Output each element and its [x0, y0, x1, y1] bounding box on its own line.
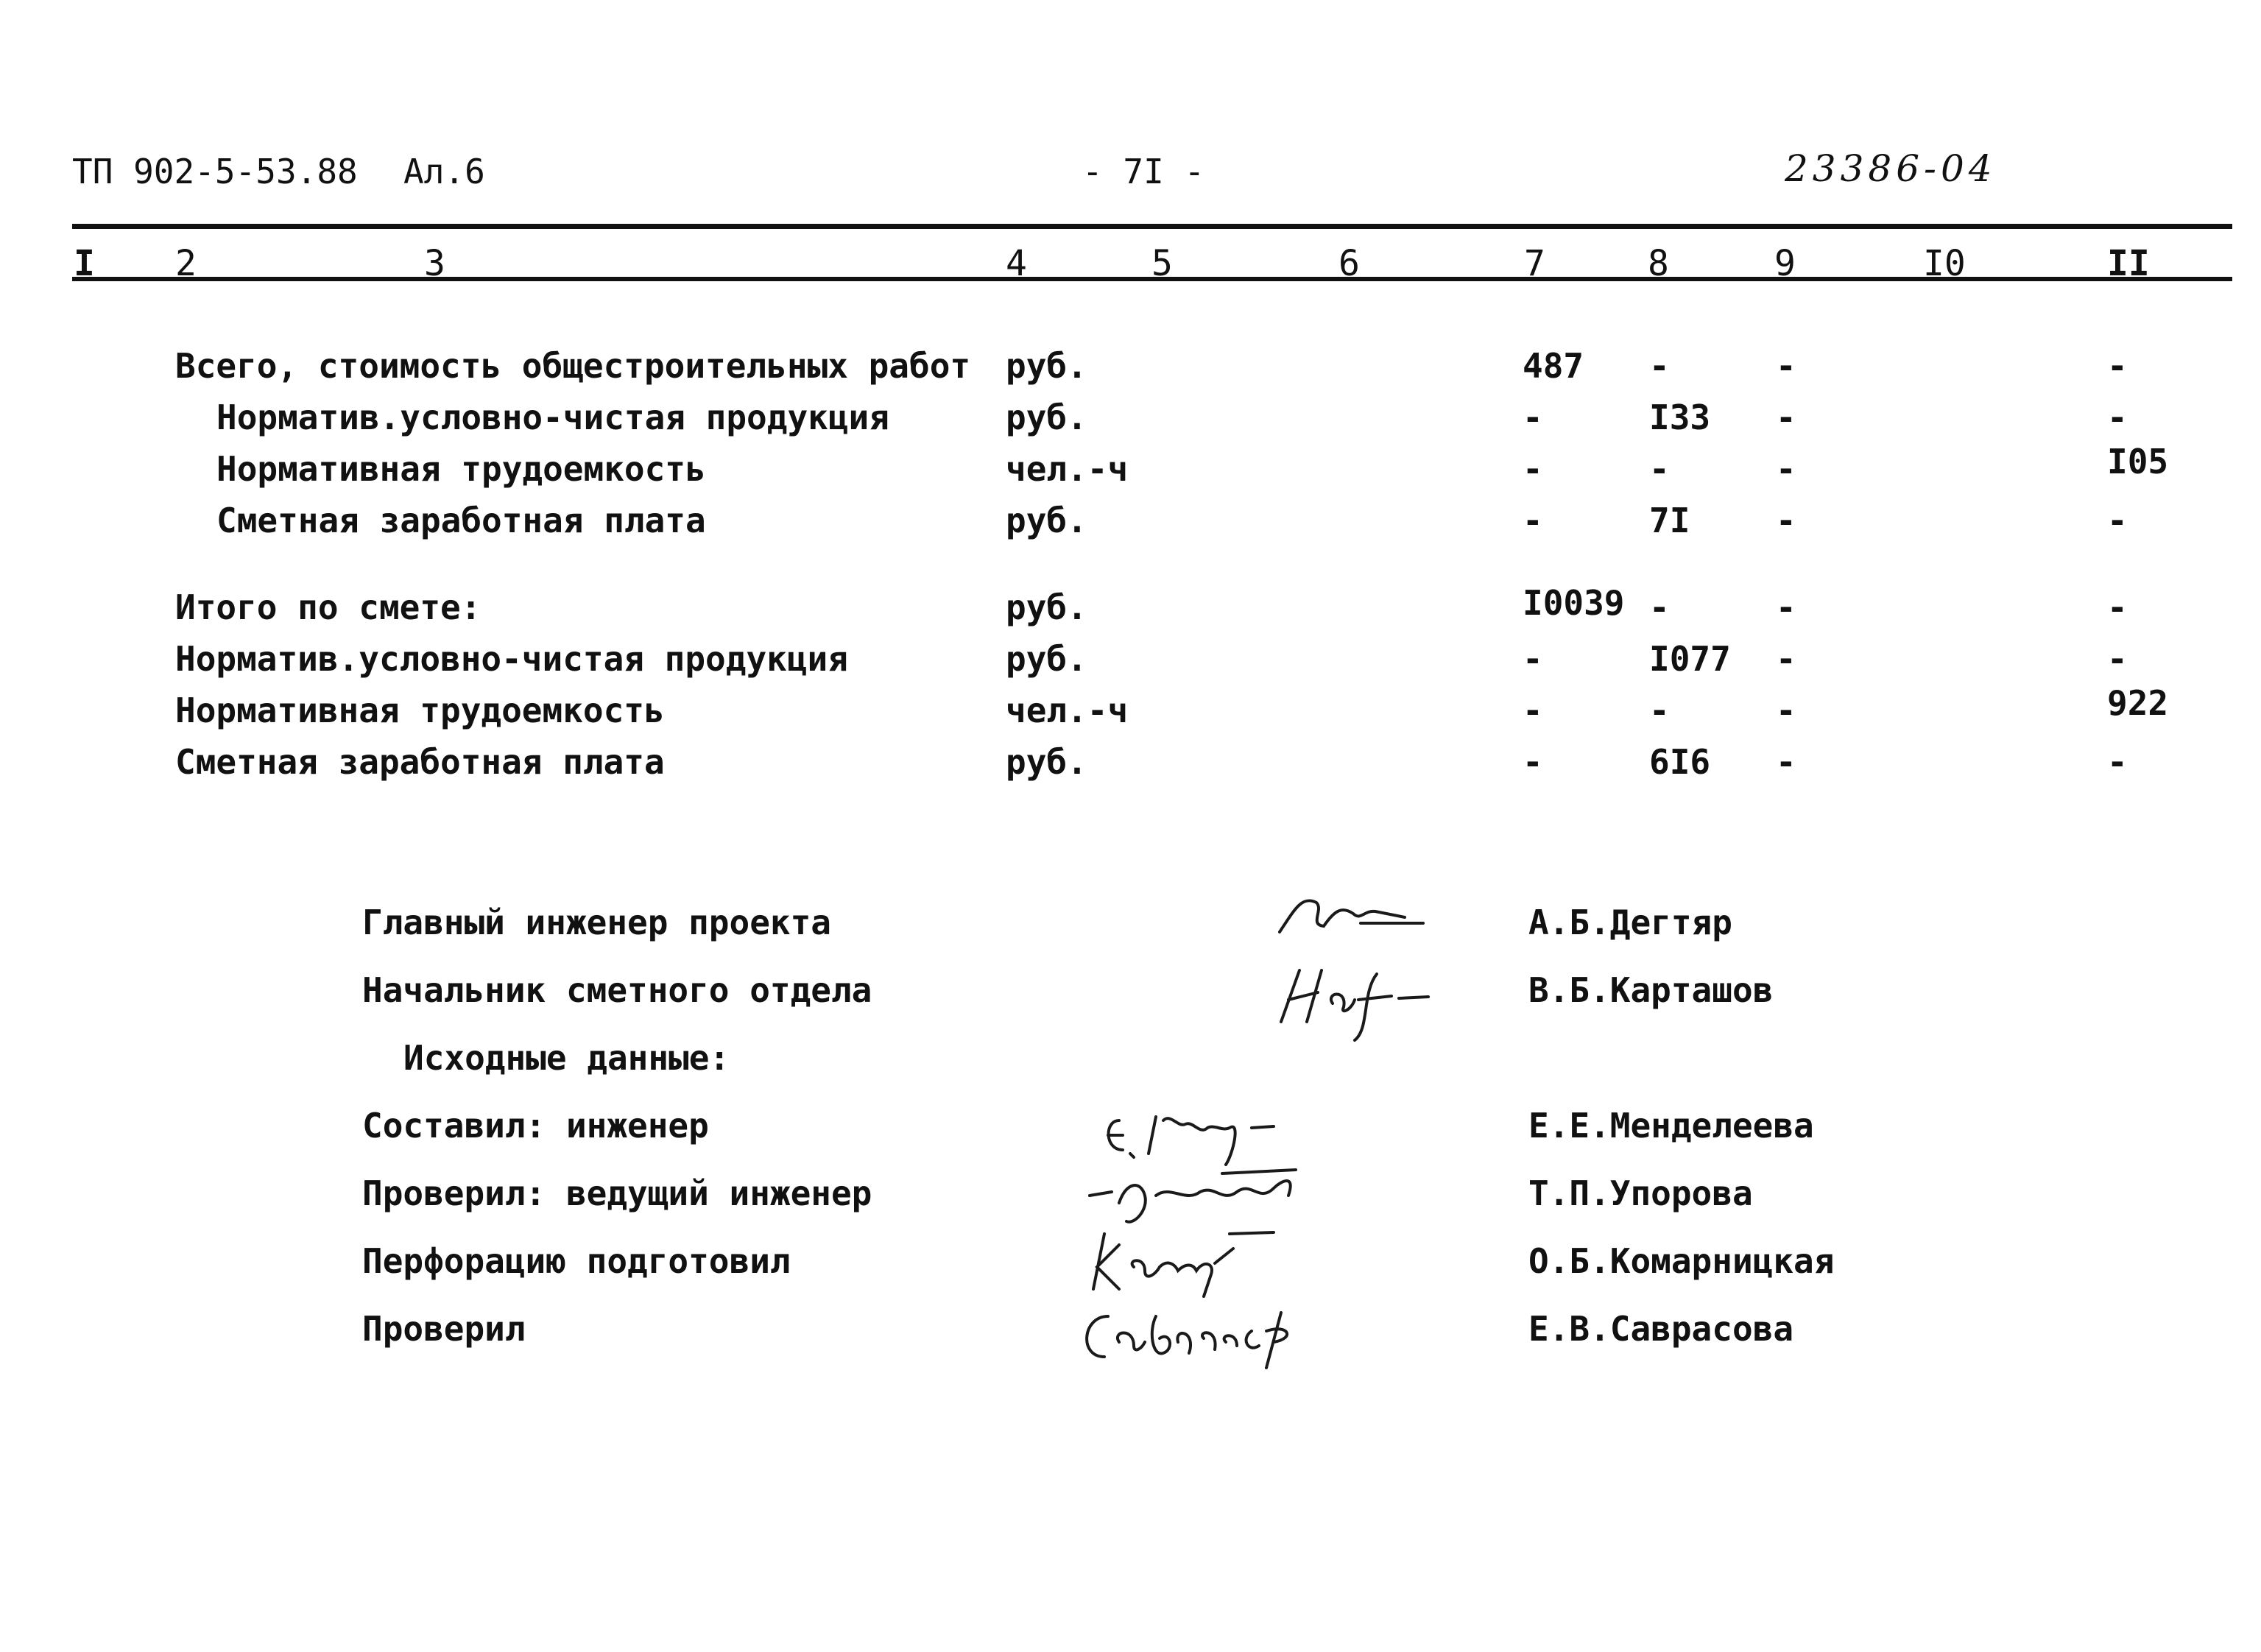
table-row	[0, 742, 2261, 794]
table-row	[0, 639, 2261, 691]
col11-value: -	[2107, 398, 2128, 437]
col9-value: -	[1776, 742, 1796, 782]
col-num-8: 8	[1648, 243, 1669, 284]
page-number: - 7I -	[1082, 152, 1205, 191]
col8-value: -	[1649, 691, 1670, 730]
col8-value: -	[1649, 449, 1670, 489]
signature-role: Проверил	[362, 1309, 526, 1349]
col7-value: I0039	[1523, 583, 1625, 623]
row-label: Сметная заработная плата	[175, 742, 665, 782]
handwritten-signature	[1068, 1287, 1318, 1375]
col9-value: -	[1776, 639, 1796, 679]
table-top-rule	[72, 224, 2232, 229]
col8-value: I33	[1649, 398, 1711, 437]
table-row	[0, 583, 2261, 639]
signatory-name: А.Б.Дегтяр	[1528, 903, 1732, 942]
col11-value: -	[2107, 639, 2128, 679]
row-unit: чел.-ч	[1006, 449, 1129, 489]
table-row	[0, 683, 2261, 742]
col8-value: -	[1649, 587, 1670, 627]
col9-value: -	[1776, 691, 1796, 730]
col8-value: I077	[1649, 639, 1731, 679]
col7-value: -	[1523, 449, 1543, 489]
col9-value: -	[1776, 346, 1796, 386]
row-label: Нормативная трудоемкость	[175, 691, 665, 730]
row-unit: руб.	[1006, 587, 1087, 627]
col-num-10: I0	[1923, 243, 1966, 284]
col-num-6: 6	[1338, 243, 1360, 284]
table-row	[0, 501, 2261, 552]
col-num-3: 3	[424, 243, 445, 284]
signatory-name: Т.П.Упорова	[1528, 1173, 1753, 1213]
row-unit: чел.-ч	[1006, 691, 1129, 730]
col8-value: 7I	[1649, 501, 1690, 540]
signature-role: Начальник сметного отдела	[362, 970, 872, 1010]
signature-row-chief-engineer	[0, 903, 2261, 961]
col11-value: -	[2107, 587, 2128, 627]
col7-value: -	[1523, 501, 1543, 540]
col7-value: -	[1523, 742, 1543, 782]
row-label: Нормативная трудоемкость	[216, 449, 706, 489]
row-label: Итого по смете:	[175, 587, 482, 627]
inventory-number: 23386-04	[1785, 147, 1997, 190]
row-unit: руб.	[1006, 346, 1087, 386]
table-row	[0, 442, 2261, 501]
table-row	[0, 346, 2261, 398]
col-num-5: 5	[1151, 243, 1173, 284]
col-num-11: II	[2107, 243, 2150, 284]
signature-role: Главный инженер проекта	[362, 903, 831, 942]
col-num-4: 4	[1006, 243, 1027, 284]
col11-value: -	[2107, 501, 2128, 540]
col11-value: -	[2107, 742, 2128, 782]
col11-value: -	[2107, 346, 2128, 386]
col7-value: -	[1523, 691, 1543, 730]
col9-value: -	[1776, 501, 1796, 540]
sheet-label: Ал.6	[403, 152, 485, 191]
col8-value: 6I6	[1649, 742, 1711, 782]
row-unit: руб.	[1006, 742, 1087, 782]
row-label: Сметная заработная плата	[216, 501, 706, 540]
handwritten-signature	[1272, 880, 1449, 954]
table-row	[0, 398, 2261, 449]
row-label: Норматив.условно-чистая продукция	[175, 639, 848, 679]
row-unit: руб.	[1006, 398, 1087, 437]
signatory-name: О.Б.Комарницкая	[1528, 1241, 1835, 1281]
col7-value: 487	[1523, 346, 1584, 386]
col-num-7: 7	[1524, 243, 1545, 284]
document-code: ТП 902-5-53.88	[72, 152, 358, 191]
signature-row-checked	[0, 1309, 2261, 1368]
col9-value: -	[1776, 449, 1796, 489]
row-label: Всего, стоимость общестроительных работ	[175, 346, 971, 386]
col11-value: I05	[2107, 442, 2169, 481]
signature-row-estimate-head	[0, 970, 2261, 1029]
signatory-name: В.Б.Карташов	[1528, 970, 1774, 1010]
col11-value: 922	[2107, 683, 2169, 723]
signatory-name: Е.Е.Менделеева	[1528, 1106, 1814, 1146]
col7-value: -	[1523, 398, 1543, 437]
col9-value: -	[1776, 587, 1796, 627]
col7-value: -	[1523, 639, 1543, 679]
signature-role: Составил: инженер	[362, 1106, 709, 1146]
row-unit: руб.	[1006, 639, 1087, 679]
col-num-1: I	[74, 243, 95, 284]
source-data-heading: Исходные данные:	[403, 1038, 730, 1078]
col9-value: -	[1776, 398, 1796, 437]
col-num-2: 2	[175, 243, 197, 284]
col-num-9: 9	[1774, 243, 1796, 284]
row-unit: руб.	[1006, 501, 1087, 540]
signature-role: Перфорацию подготовил	[362, 1241, 791, 1281]
col8-value: -	[1649, 346, 1670, 386]
signature-role: Проверил: ведущий инженер	[362, 1173, 872, 1213]
handwritten-signature	[1266, 948, 1443, 1044]
signatory-name: Е.В.Саврасова	[1528, 1309, 1794, 1349]
row-label: Норматив.условно-чистая продукция	[216, 398, 889, 437]
